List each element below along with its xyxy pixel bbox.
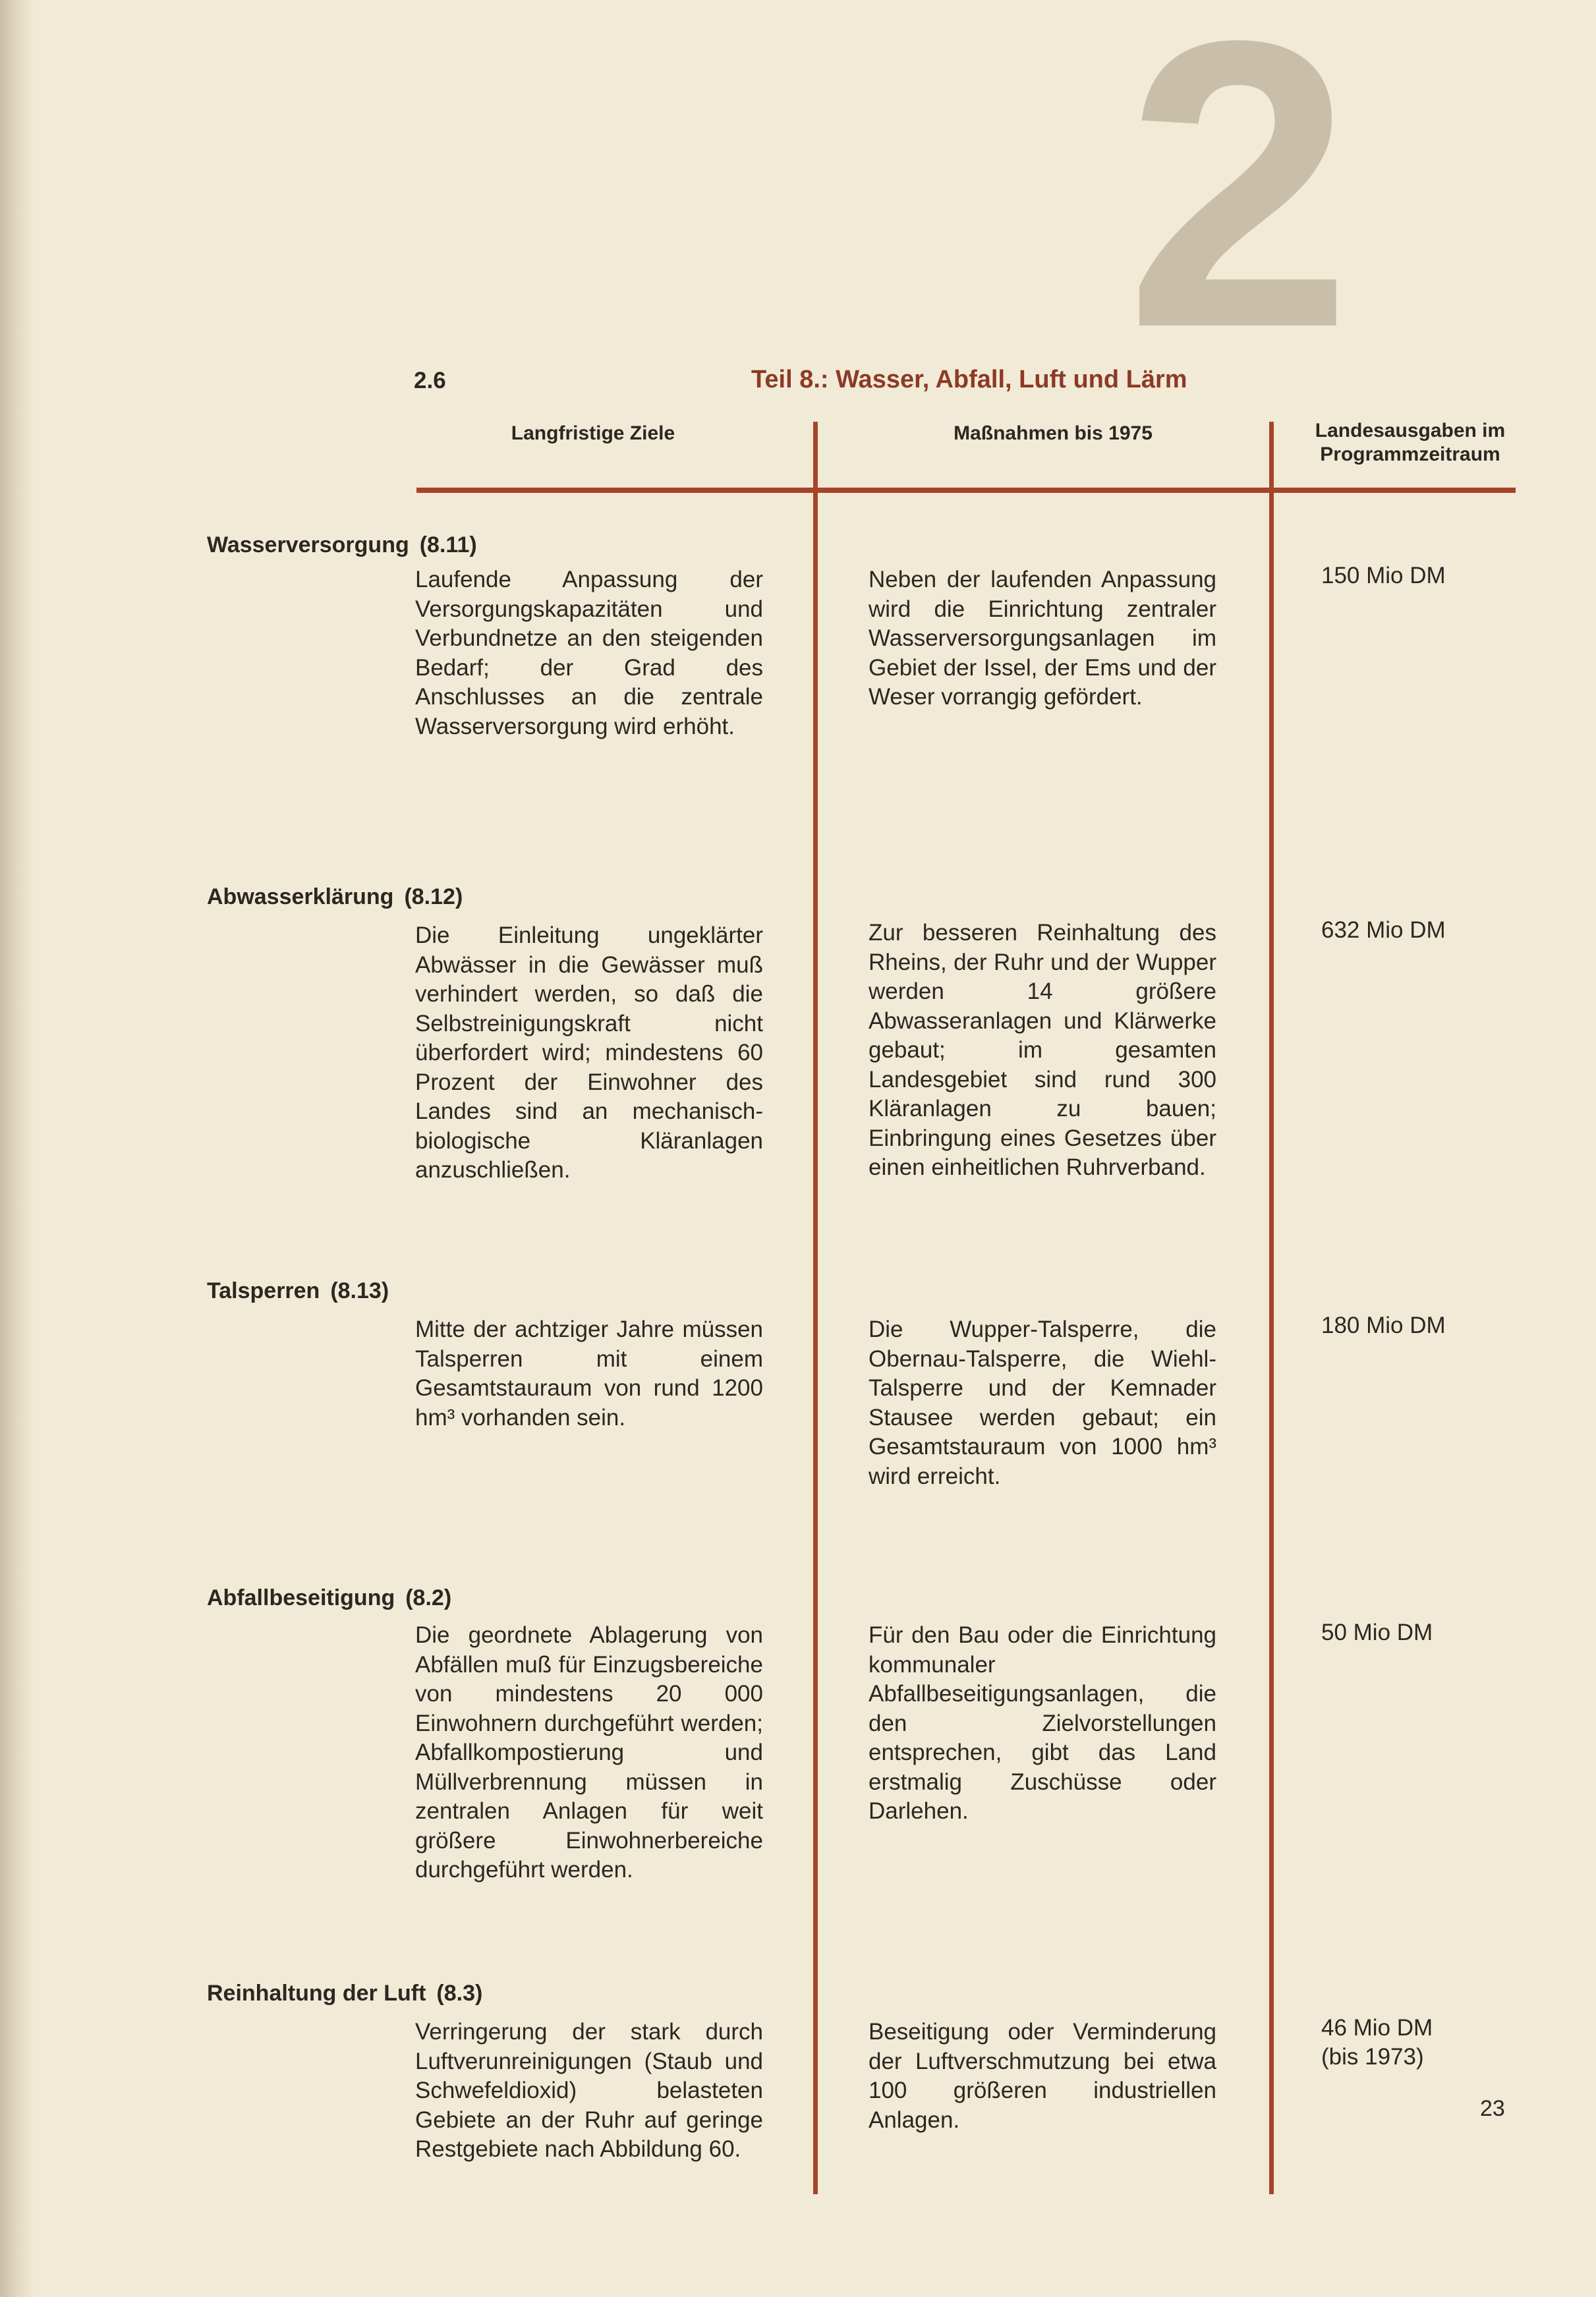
section-title-abwasserklaerung [207, 884, 463, 910]
column-divider-1 [813, 422, 818, 2194]
expenditure-value: 150 Mio DM [1321, 563, 1446, 588]
section-title-text: Wasserversorgung [207, 532, 409, 557]
column-header-measures: Maßnahmen bis 1975 [954, 422, 1153, 444]
book-binding-edge [0, 0, 33, 2297]
measure-text: Die Wupper-Talsperre, die Obernau-Talsperre, die Wiehl-Talsperre und der Kemnader Stausee werden gebaut; ein Gesamtstauraum von 1000 hm³ wird erreicht. [869, 1317, 1216, 1489]
goal-text: Mitte der achtziger Jahre müssen Talsperren mit einem Gesamtstauraum von rund 1200 hm³ vorhanden sein. [415, 1317, 763, 1431]
section-title-wasserversorgung [207, 532, 477, 558]
measure-text: Zur besseren Reinhaltung des Rheins, der Ruhr und der Wupper werden 14 größere Abwasseranlagen und Klärwerke gebaut; im gesamten Landesgebiet sind rund 300 Kläranlagen zu bauen; Einbringung eines Gesetzes über einen einheitlichen Ruhrverband. [869, 920, 1216, 1180]
section-ref: (8.11) [419, 532, 477, 557]
measure-text: Beseitigung oder Verminderung der Luftverschmutzung bei etwa 100 größeren industriellen Anlagen. [869, 2019, 1216, 2133]
column-header-goals: Langfristige Ziele [511, 422, 675, 444]
page-number: 23 [1480, 2096, 1505, 2121]
column-header-expenditure [1292, 419, 1529, 467]
goal-text: Verringerung der stark durch Luftverunreinigungen (Staub und Schwefeldioxid) belasteten Gebiete an der Ruhr auf geringe Restgebiete nach Abbildung 60. [415, 2019, 763, 2162]
expenditure-value: 632 Mio DM [1321, 917, 1446, 943]
column-header-expenditure-line2: Programmzeitraum [1320, 443, 1500, 465]
section-title-text: Reinhaltung der Luft [207, 1981, 426, 2006]
section-title-text: Talsperren [207, 1278, 320, 1303]
chapter-number: 2 [1125, 13, 1353, 356]
section-title-text: Abfallbeseitigung [207, 1585, 395, 1610]
section-title-reinhaltung-der-luft [207, 1981, 482, 2006]
section-ref: (8.2) [405, 1585, 452, 1610]
expenditure-value [1321, 2014, 1479, 2072]
expenditure-note: (bis 1973) [1321, 2044, 1424, 2070]
section-number: 2.6 [414, 368, 446, 393]
section-ref: (8.3) [436, 1981, 483, 2006]
expenditure-value: 50 Mio DM [1321, 1620, 1433, 1645]
goal-text: Die Einleitung ungeklärter Abwässer in die Gewässer muß verhindert werden, so daß die Selbstreinigungskraft nicht überfordert wird; mindestens 60 Prozent der Einwohner des Landes sind an mechanisch-biologische Kläranlagen anzuschließen. [415, 922, 763, 1183]
expenditure-value: 180 Mio DM [1321, 1313, 1446, 1338]
section-title-talsperren [207, 1278, 389, 1304]
goal-text: Laufende Anpassung der Versorgungskapazitäten und Verbundnetze an den steigenden Bedarf; der Grad des Anschlusses an die zentrale Wasserversorgung wird erhöht. [415, 567, 763, 739]
column-divider-2 [1269, 422, 1274, 2194]
measure-text: Für den Bau oder die Einrichtung kommunaler Abfallbeseitigungsanlagen, die den Zielvorstellungen entsprechen, gibt das Land erstmalig Zuschüsse oder Darlehen. [869, 1622, 1216, 1824]
section-title-text: Abwasserklärung [207, 884, 394, 909]
header-rule [416, 488, 1516, 493]
section-ref: (8.12) [404, 884, 463, 909]
section-ref: (8.13) [330, 1278, 389, 1303]
page-title: Teil 8.: Wasser, Abfall, Luft und Lärm [751, 366, 1187, 393]
measure-text: Neben der laufenden Anpassung wird die Einrichtung zentraler Wasserversorgungsanlagen im Gebiet der Issel, der Ems und der Weser vorrangig gefördert. [869, 567, 1216, 710]
expenditure-amount: 46 Mio DM [1321, 2015, 1433, 2041]
column-header-expenditure-line1: Landesausgaben im [1315, 420, 1506, 441]
section-title-abfallbeseitigung [207, 1585, 451, 1611]
goal-text: Die geordnete Ablagerung von Abfällen muß für Einzugsbereiche von mindestens 20 000 Einwohnern durchgeführt werden; Abfallkompostierung und Müllverbrennung müssen in zentralen Anlagen für weit größere Einwohnerbereiche durchgeführt werden. [415, 1622, 763, 1883]
